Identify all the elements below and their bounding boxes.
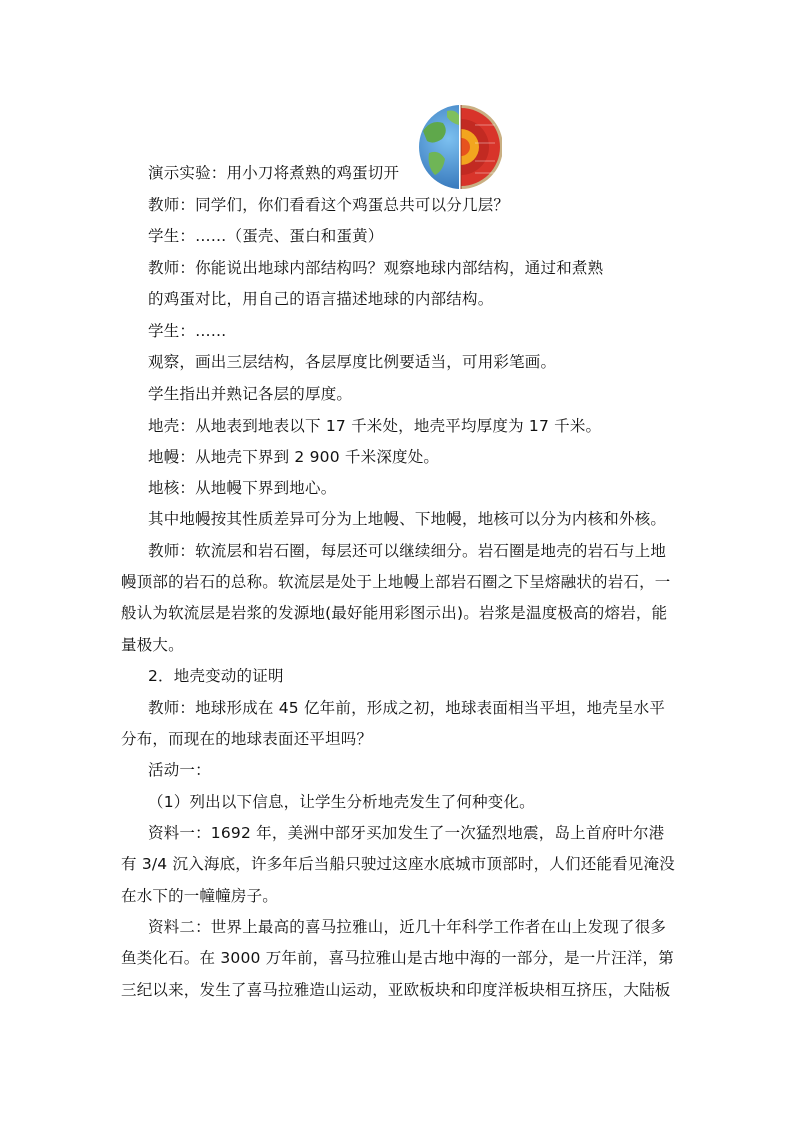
text-line: 演示实验：用小刀将煮熟的鸡蛋切开 [148,164,400,182]
earth-interior-cutaway-icon [409,101,502,191]
text-line: 学生：…… [148,322,227,340]
text-line: 在水下的一幢幢房子。 [121,887,279,905]
text-line: 资料二：世界上最高的喜马拉雅山，近几十年科学工作者在山上发现了很多 [148,918,667,936]
text-line: 的鸡蛋对比，用自己的语言描述地球的内部结构。 [148,290,494,308]
text-line: 教师：软流层和岩石圈，每层还可以继续细分。岩石圈是地壳的岩石与上地 [148,542,667,560]
text-line: 地核：从地幔下界到地心。 [148,479,337,497]
text-line: 教师：地球形成在 45 亿年前，形成之初，地球表面相当平坦，地壳呈水平 [148,699,666,717]
earth-interior-figure [409,101,502,191]
text-line: 活动一： [148,761,211,779]
text-line: 观察，画出三层结构，各层厚度比例要适当，可用彩笔画。 [148,353,557,371]
text-line: 2．地壳变动的证明 [148,667,284,685]
text-line: 资料一：1692 年，美洲中部牙买加发生了一次猛烈地震，岛上首府叶尔港 [148,824,665,842]
text-line: 三纪以来，发生了喜马拉雅造山运动，亚欧板块和印度洋板块相互挤压，大陆板 [121,981,671,999]
text-line: 幔顶部的岩石的总称。软流层是处于上地幔上部岩石圈之下呈熔融状的岩石，一 [121,573,671,591]
text-line: 地壳：从地表到地表以下 17 千米处，地壳平均厚度为 17 千米。 [148,417,602,435]
text-line: 教师：你能说出地球内部结构吗？观察地球内部结构，通过和煮熟 [148,259,604,277]
text-line: 量极大。 [121,636,184,654]
text-line: 般认为软流层是岩浆的发源地(最好能用彩图示出)。岩浆是温度极高的熔岩，能 [121,604,668,622]
text-line: 学生指出并熟记各层的厚度。 [148,385,353,403]
text-line: （1）列出以下信息，让学生分析地壳发生了何种变化。 [148,793,535,811]
text-line: 其中地幔按其性质差异可分为上地幔、下地幔，地核可以分为内核和外核。 [148,510,667,528]
text-line: 分布，而现在的地球表面还平坦吗？ [121,730,373,748]
text-line: 学生：……（蛋壳、蛋白和蛋黄） [148,227,384,245]
text-line: 教师：同学们，你们看看这个鸡蛋总共可以分几层？ [148,196,510,214]
text-line: 有 3/4 沉入海底，许多年后当船只驶过这座水底城市顶部时，人们还能看见淹没 [121,855,675,873]
text-line: 地幔：从地壳下界到 2 900 千米深度处。 [148,448,440,466]
text-line: 鱼类化石。在 3000 万年前，喜马拉雅山是古地中海的一部分，是一片汪洋，第 [121,949,674,967]
